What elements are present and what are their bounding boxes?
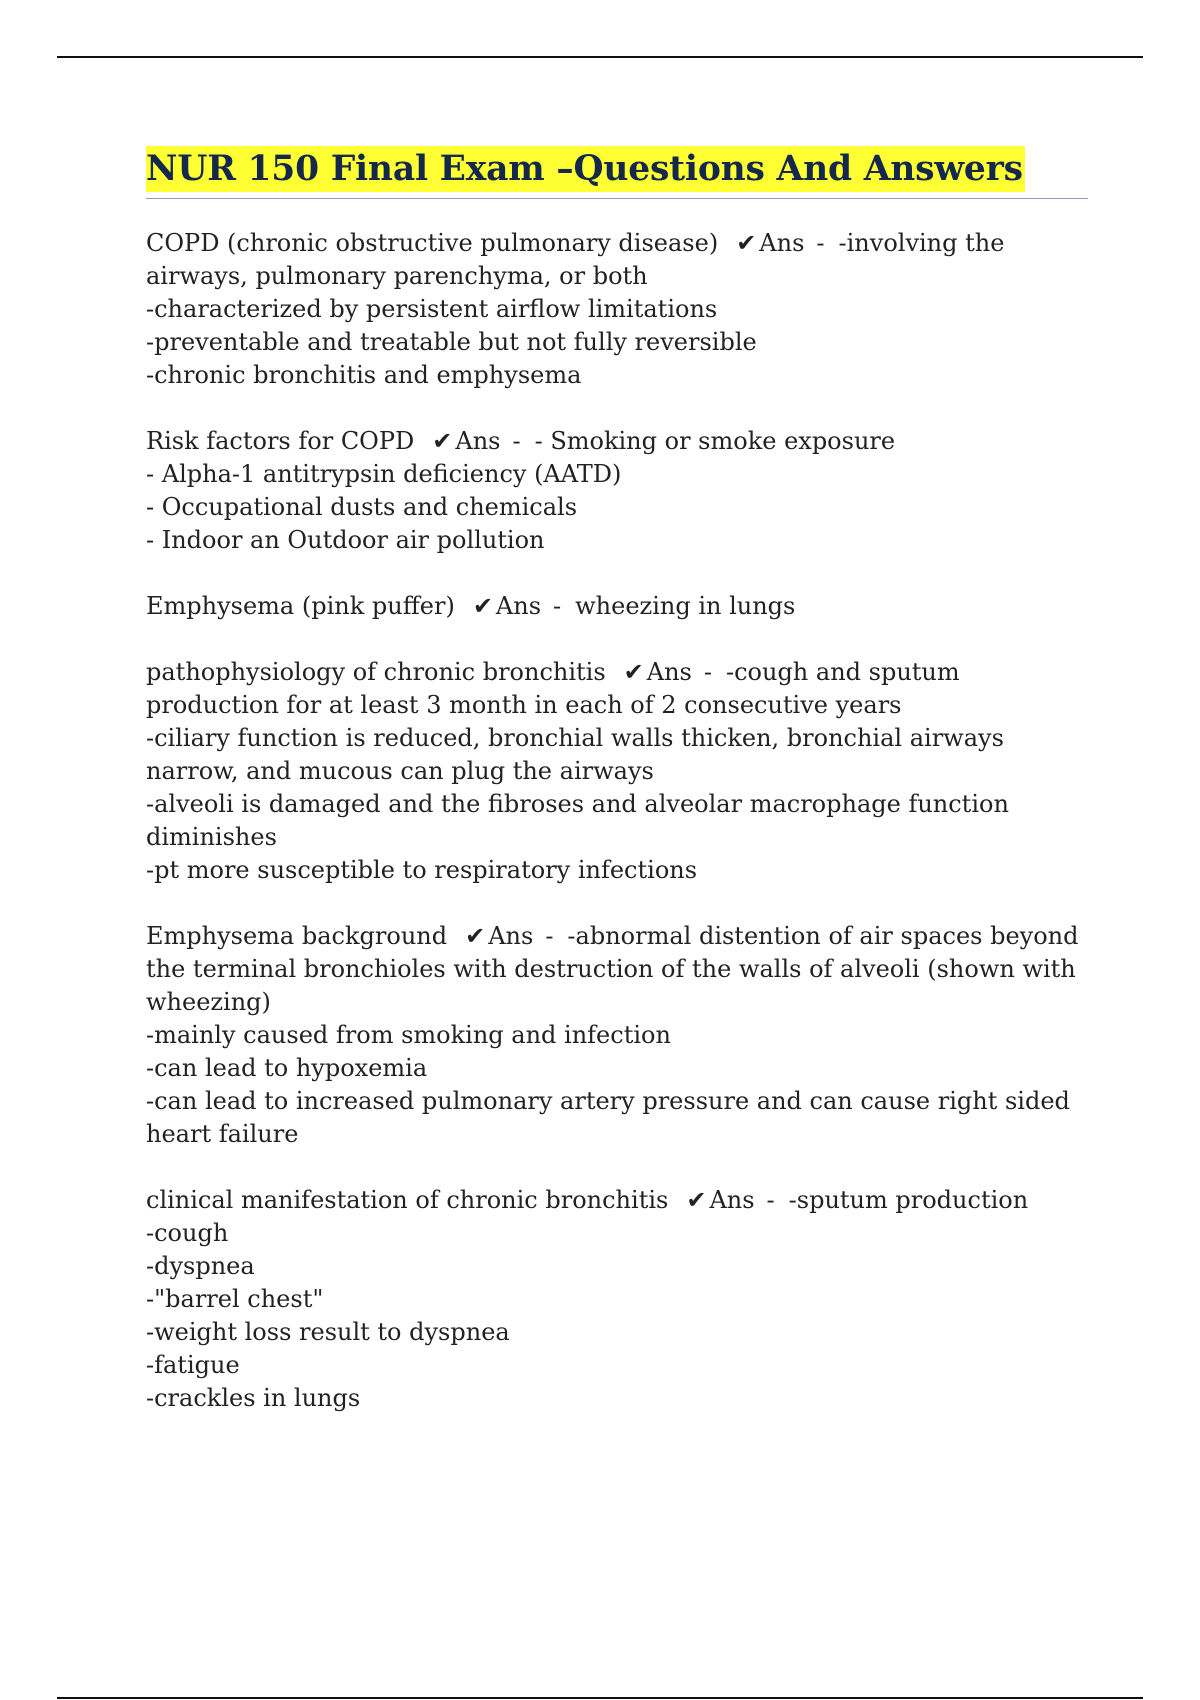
ans-label: Ans xyxy=(488,922,534,950)
answer-first-text: wheezing in lungs xyxy=(575,592,796,620)
ans-label: Ans xyxy=(495,592,542,620)
page-title: NUR 150 Final Exam –Questions And Answers xyxy=(146,146,1025,192)
ans-label: Ans xyxy=(759,229,805,257)
answer-line: -pt more susceptible to respiratory infections xyxy=(146,856,698,884)
qa-first-line xyxy=(146,1184,1088,1217)
question-text: clinical manifestation of chronic bronchitis xyxy=(146,1186,669,1214)
answer-line: diminishes xyxy=(146,823,277,851)
question-text: COPD (chronic obstructive pulmonary disease) xyxy=(146,229,719,257)
answer-line: -can lead to hypoxemia xyxy=(146,1054,428,1082)
qa-item xyxy=(146,590,1088,623)
question-text: Emphysema background xyxy=(146,922,448,950)
checkmark-icon: ✔ xyxy=(623,658,644,686)
ans-separator: - xyxy=(512,427,521,455)
answer-first-text: -cough and sputum xyxy=(725,658,960,686)
qa-first-line xyxy=(146,425,1088,458)
answer-line: -mainly caused from smoking and infection xyxy=(146,1021,671,1049)
checkmark-icon: ✔ xyxy=(465,922,486,950)
checkmark-icon: ✔ xyxy=(736,229,757,257)
checkmark-icon: ✔ xyxy=(686,1186,707,1214)
qa-item xyxy=(146,656,1088,887)
answer-line: wheezing) xyxy=(146,988,271,1016)
top-rule xyxy=(57,56,1143,58)
answer-line: -preventable and treatable but not fully reversible xyxy=(146,328,757,356)
checkmark-icon: ✔ xyxy=(432,427,453,455)
answer-line: -crackles in lungs xyxy=(146,1384,361,1412)
answer-line: narrow, and mucous can plug the airways xyxy=(146,757,654,785)
answer-first-text: -abnormal distention of air spaces beyond xyxy=(567,922,1079,950)
document-body xyxy=(146,146,1088,1448)
question-text: pathophysiology of chronic bronchitis xyxy=(146,658,606,686)
answer-line: -"barrel chest" xyxy=(146,1285,324,1313)
answer-line: -can lead to increased pulmonary artery pressure and can cause right sided xyxy=(146,1087,1070,1115)
qa-item xyxy=(146,920,1088,1151)
answer-line: -ciliary function is reduced, bronchial walls thicken, bronchial airways xyxy=(146,724,1004,752)
qa-item xyxy=(146,227,1088,392)
ans-separator: - xyxy=(553,592,562,620)
ans-label: Ans xyxy=(709,1186,755,1214)
qa-first-line xyxy=(146,920,1088,953)
answer-line: -cough xyxy=(146,1219,229,1247)
answer-first-text: -involving the xyxy=(838,229,1005,257)
answer-line: airways, pulmonary parenchyma, or both xyxy=(146,262,648,290)
qa-item xyxy=(146,425,1088,557)
answer-line: heart failure xyxy=(146,1120,299,1148)
answer-line: -chronic bronchitis and emphysema xyxy=(146,361,582,389)
checkmark-icon: ✔ xyxy=(472,592,493,620)
ans-label: Ans xyxy=(455,427,501,455)
question-text: Emphysema (pink puffer) xyxy=(146,592,455,620)
bottom-rule xyxy=(57,1697,1143,1699)
answer-line: the terminal bronchioles with destruction of the walls of alveoli (shown with xyxy=(146,955,1076,983)
answer-line: - Occupational dusts and chemicals xyxy=(146,493,578,521)
qa-list xyxy=(146,227,1088,1415)
answer-line: - Indoor an Outdoor air pollution xyxy=(146,526,545,554)
answer-first-text: -sputum production xyxy=(788,1186,1029,1214)
qa-item xyxy=(146,1184,1088,1415)
answer-line: -characterized by persistent airflow limitations xyxy=(146,295,718,323)
question-text: Risk factors for COPD xyxy=(146,427,415,455)
ans-label: Ans xyxy=(646,658,692,686)
answer-line: -alveoli is damaged and the fibroses and alveolar macrophage function xyxy=(146,790,1009,818)
answer-line: - Alpha-1 antitrypsin deficiency (AATD) xyxy=(146,460,622,488)
ans-separator: - xyxy=(545,922,554,950)
answer-line: -fatigue xyxy=(146,1351,240,1379)
qa-first-line xyxy=(146,590,1088,623)
ans-separator: - xyxy=(703,658,712,686)
answer-line: -weight loss result to dyspnea xyxy=(146,1318,510,1346)
answer-first-text: - Smoking or smoke exposure xyxy=(534,427,896,455)
qa-first-line xyxy=(146,656,1088,689)
answer-line: production for at least 3 month in each of 2 consecutive years xyxy=(146,691,902,719)
ans-separator: - xyxy=(816,229,825,257)
answer-line: -dyspnea xyxy=(146,1252,255,1280)
ans-separator: - xyxy=(766,1186,775,1214)
qa-first-line xyxy=(146,227,1088,260)
title-block xyxy=(146,146,1088,199)
